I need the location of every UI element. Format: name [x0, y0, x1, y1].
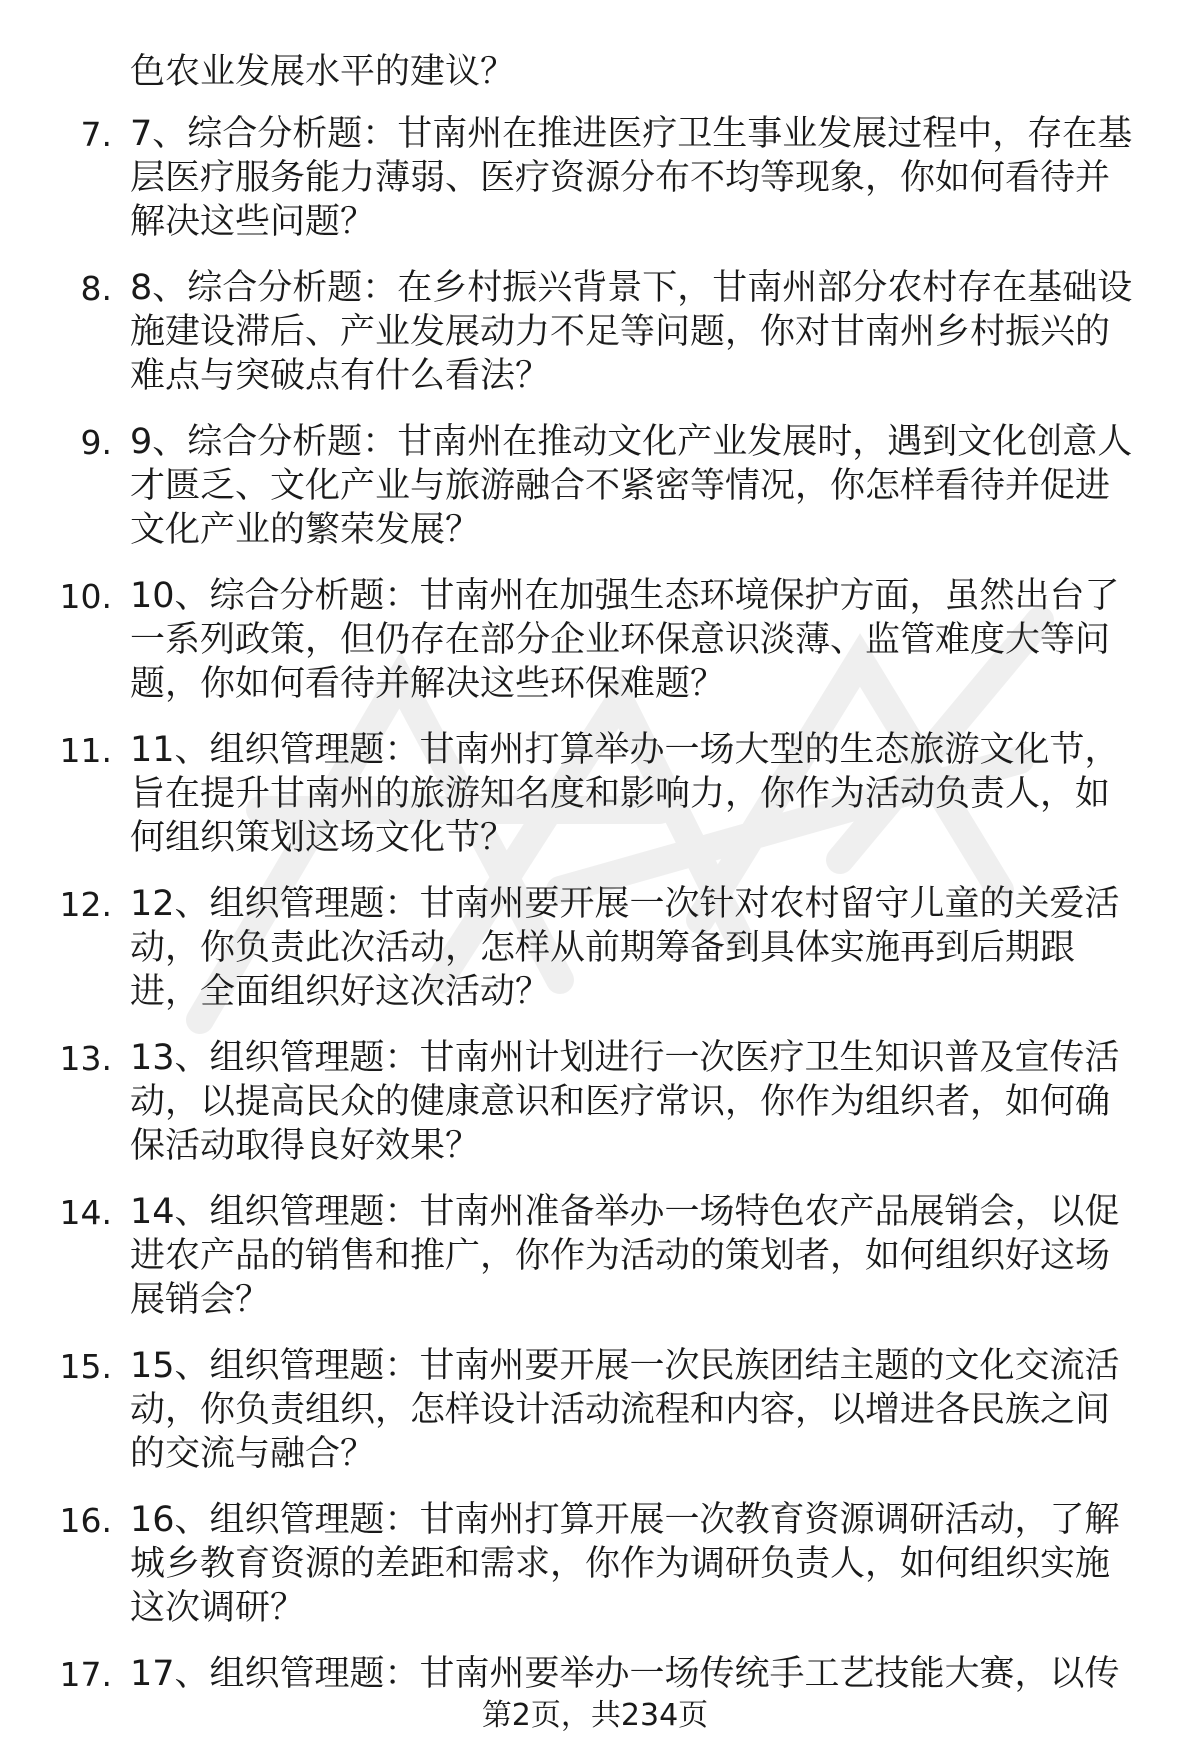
- list-item-text: [130, 420, 1170, 552]
- text-line: 层医疗服务能力薄弱、医疗资源分布不均等现象，你如何看待并: [130, 158, 1111, 198]
- text-line: 解决这些问题？: [130, 202, 376, 242]
- list-item: [0, 1190, 1190, 1322]
- list-item-text: [130, 882, 1170, 1014]
- text-line: 何组织策划这场文化节？: [130, 818, 516, 858]
- text-line: 动，你负责组织，怎样设计活动流程和内容，以增进各民族之间: [130, 1390, 1111, 1430]
- text-line: 16、组织管理题：甘南州打算开展一次教育资源调研活动，了解: [130, 1500, 1120, 1540]
- text-line: 7、综合分析题：甘南州在推进医疗卫生事业发展过程中，存在基: [130, 114, 1133, 154]
- text-line: 13、组织管理题：甘南州计划进行一次医疗卫生知识普及宣传活: [130, 1038, 1120, 1078]
- list-item: [0, 1344, 1190, 1476]
- list-item-text: [130, 728, 1170, 860]
- list-item: [0, 574, 1190, 706]
- text-line: 进，全面组织好这次活动？: [130, 972, 551, 1012]
- question-list: [0, 112, 1190, 1718]
- list-item-text: [130, 574, 1170, 706]
- text-line: 动，以提高民众的健康意识和医疗常识，你作为组织者，如何确: [130, 1082, 1111, 1122]
- list-item: [0, 266, 1190, 398]
- text-line: 施建设滞后、产业发展动力不足等问题，你对甘南州乡村振兴的: [130, 312, 1111, 352]
- text-line: 一系列政策，但仍存在部分企业环保意识淡薄、监管难度大等问: [130, 620, 1111, 660]
- text-line: 8、综合分析题：在乡村振兴背景下，甘南州部分农村存在基础设: [130, 268, 1133, 308]
- list-item-number: 11.: [59, 731, 112, 770]
- text-line: 保活动取得良好效果？: [130, 1126, 481, 1166]
- text-line: 9、综合分析题：甘南州在推动文化产业发展时，遇到文化创意人: [130, 422, 1133, 462]
- list-item-number: 16.: [59, 1501, 112, 1540]
- text-line: 文化产业的繁荣发展？: [130, 510, 481, 550]
- continuation-text: 色农业发展水平的建议？: [130, 52, 516, 92]
- list-item-number: 8.: [80, 269, 112, 308]
- list-item: [0, 882, 1190, 1014]
- text-line: 10、综合分析题：甘南州在加强生态环境保护方面，虽然出台了: [130, 576, 1120, 616]
- list-item-text: [130, 1036, 1170, 1168]
- list-item-number: 7.: [80, 115, 112, 154]
- list-item-text: [130, 1344, 1170, 1476]
- text-line: 旨在提升甘南州的旅游知名度和影响力，你作为活动负责人，如: [130, 774, 1111, 814]
- list-item-text: [130, 1652, 1170, 1696]
- list-item-text: [130, 266, 1170, 398]
- page-footer: 第2页，共234页: [481, 1698, 709, 1733]
- list-item: [0, 1498, 1190, 1630]
- text-line: 进农产品的销售和推广，你作为活动的策划者，如何组织好这场: [130, 1236, 1111, 1276]
- list-item-text: [130, 1190, 1170, 1322]
- text-line: 城乡教育资源的差距和需求，你作为调研负责人，如何组织实施: [130, 1544, 1111, 1584]
- text-line: 11、组织管理题：甘南州打算举办一场大型的生态旅游文化节，: [130, 730, 1120, 770]
- list-item-number: 13.: [59, 1039, 112, 1078]
- list-item-number: 9.: [80, 423, 112, 462]
- list-item-number: 15.: [59, 1347, 112, 1386]
- list-item: [0, 112, 1190, 244]
- list-item-number: 14.: [59, 1193, 112, 1232]
- list-item-number: 10.: [59, 577, 112, 616]
- text-line: 题，你如何看待并解决这些环保难题？: [130, 664, 726, 704]
- list-item-text: [130, 1498, 1170, 1630]
- list-item: [0, 420, 1190, 552]
- list-item-number: 12.: [59, 885, 112, 924]
- text-line: 14、组织管理题：甘南州准备举办一场特色农产品展销会，以促: [130, 1192, 1120, 1232]
- text-line: 动，你负责此次活动，怎样从前期筹备到具体实施再到后期跟: [130, 928, 1076, 968]
- text-line: 难点与突破点有什么看法？: [130, 356, 551, 396]
- list-item: [0, 1652, 1190, 1696]
- list-item: [0, 1036, 1190, 1168]
- text-line: 展销会？: [130, 1280, 271, 1320]
- text-line: 这次调研？: [130, 1588, 306, 1628]
- text-line: 的交流与融合？: [130, 1434, 376, 1474]
- list-item: [0, 728, 1190, 860]
- list-item-text: [130, 112, 1170, 244]
- text-line: 15、组织管理题：甘南州要开展一次民族团结主题的文化交流活: [130, 1346, 1120, 1386]
- text-line: 12、组织管理题：甘南州要开展一次针对农村留守儿童的关爱活: [130, 884, 1120, 924]
- text-line: 17、组织管理题：甘南州要举办一场传统手工艺技能大赛，以传: [130, 1654, 1120, 1694]
- text-line: 才匮乏、文化产业与旅游融合不紧密等情况，你怎样看待并促进: [130, 466, 1111, 506]
- list-item-number: 17.: [59, 1655, 112, 1694]
